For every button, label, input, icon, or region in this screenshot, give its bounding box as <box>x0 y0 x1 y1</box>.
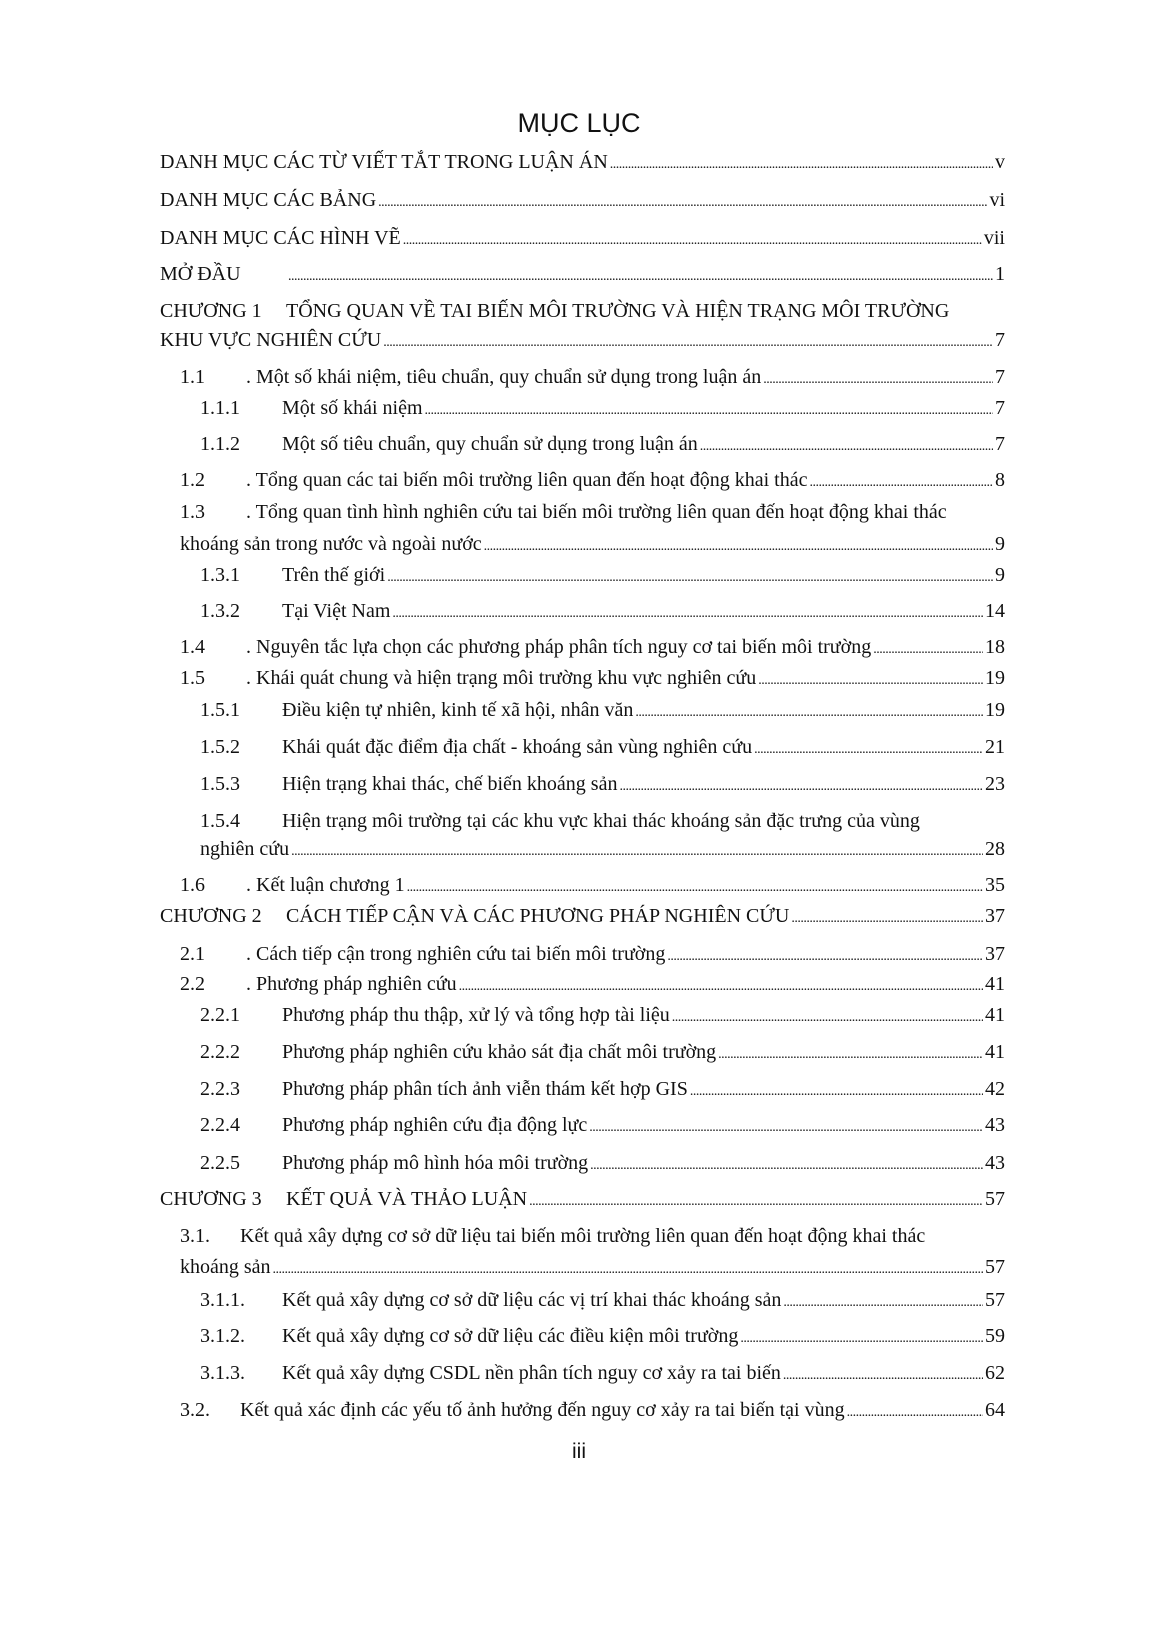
toc-entry-number: 2.1 <box>180 943 205 965</box>
toc-entry-number: 3.1.1. <box>200 1289 245 1311</box>
toc-entry[interactable] <box>200 696 1005 724</box>
toc-entry-text-cont: khoáng sản trong nước và ngoài nước <box>180 533 482 555</box>
toc-entry-page: 9 <box>995 533 1005 555</box>
leader-dots <box>619 770 983 801</box>
toc-entry[interactable] <box>200 430 1005 458</box>
leader-dots <box>529 1185 983 1216</box>
toc-entry[interactable] <box>200 394 1005 422</box>
toc-entry[interactable] <box>200 1149 1005 1177</box>
toc-entry-number: 2.2.2 <box>200 1041 240 1063</box>
toc-entry[interactable] <box>160 224 1005 252</box>
leader-dots <box>407 871 983 902</box>
toc-entry[interactable] <box>200 1075 1005 1103</box>
toc-entry[interactable] <box>180 466 1005 494</box>
toc-entry-page: 8 <box>995 469 1005 491</box>
toc-entry-number: 1.5.1 <box>200 699 240 721</box>
toc-entry-number: 2.2.3 <box>200 1078 240 1100</box>
toc-entry-page: 28 <box>985 838 1005 860</box>
toc-entry-page: 7 <box>995 366 1005 388</box>
toc-entry-continuation[interactable] <box>180 530 1005 558</box>
toc-entry-text: Phương pháp mô hình hóa môi trường <box>282 1152 589 1174</box>
leader-dots <box>610 148 993 179</box>
toc-entry-text: Trên thế giới <box>282 564 386 586</box>
toc-entry-number: 1.5.4 <box>200 810 240 832</box>
toc-entry-text: Kết quả xác định các yếu tố ảnh hưởng đến nguy cơ xảy ra tai biến tại vùng <box>240 1399 845 1421</box>
toc-entry-number: 3.1.3. <box>200 1362 245 1384</box>
toc-entry[interactable] <box>200 1322 1005 1350</box>
toc-entry-number: 2.2.1 <box>200 1004 240 1026</box>
toc-entry-page: 1 <box>995 263 1005 285</box>
toc-entry-number: 1.3.1 <box>200 564 240 586</box>
toc-entry-text: Một số khái niệm <box>282 397 423 419</box>
leader-dots <box>763 363 993 394</box>
toc-entry[interactable] <box>160 148 1005 176</box>
toc-entry-text: Phương pháp nghiên cứu địa động lực <box>282 1114 588 1136</box>
toc-entry-page: 21 <box>985 736 1005 758</box>
leader-dots <box>690 1075 983 1106</box>
leader-dots <box>809 466 993 497</box>
toc-entry-text: . Phương pháp nghiên cứu <box>246 973 457 995</box>
toc-entry-text: Hiện trạng khai thác, chế biến khoáng sản <box>282 773 618 795</box>
toc-entry-text: . Nguyên tắc lựa chọn các phương pháp phân tích nguy cơ tai biến môi trường <box>246 636 872 658</box>
toc-entry-number: 1.1 <box>180 366 205 388</box>
leader-dots <box>590 1149 983 1180</box>
leader-dots <box>873 633 983 664</box>
toc-chapter-entry[interactable] <box>160 1185 1005 1213</box>
toc-entry[interactable] <box>160 260 1005 288</box>
toc-entry[interactable] <box>180 498 1005 526</box>
toc-entry-page: 42 <box>985 1078 1005 1100</box>
page-title: MỤC LỤC <box>517 108 641 138</box>
leader-dots <box>273 1253 983 1284</box>
toc-entry[interactable] <box>200 733 1005 761</box>
leader-dots <box>589 1111 983 1142</box>
leader-dots <box>288 260 993 291</box>
toc-entry[interactable] <box>180 363 1005 391</box>
toc-entry-text: Điều kiện tự nhiên, kinh tế xã hội, nhân văn <box>282 699 634 721</box>
leader-dots <box>783 1359 983 1390</box>
toc-entry[interactable] <box>200 1038 1005 1066</box>
leader-dots <box>378 186 987 217</box>
toc-chapter-entry[interactable] <box>160 902 1005 930</box>
toc-entry-page: 9 <box>995 564 1005 586</box>
toc-entry-number: 1.3.2 <box>200 600 240 622</box>
toc-entry-number: CHƯƠNG 3 <box>160 1188 262 1210</box>
toc-entry[interactable] <box>180 871 1005 899</box>
toc-entry-page: 14 <box>985 600 1005 622</box>
toc-entry-page: 7 <box>995 329 1005 351</box>
toc-chapter-entry[interactable] <box>160 297 1005 325</box>
leader-dots <box>754 733 983 764</box>
toc-entry-number: 1.3 <box>180 501 205 523</box>
leader-dots <box>425 394 993 425</box>
toc-entry[interactable] <box>200 561 1005 589</box>
toc-entry-page: 57 <box>985 1256 1005 1278</box>
leader-dots <box>392 597 983 628</box>
toc-entry-page: 59 <box>985 1325 1005 1347</box>
toc-entry-page: 37 <box>985 905 1005 927</box>
toc-entry-continuation[interactable] <box>180 1253 1005 1281</box>
toc-entry-number: 1.5 <box>180 667 205 689</box>
leader-dots <box>791 902 983 933</box>
leader-dots <box>383 326 993 357</box>
leader-dots <box>403 224 982 255</box>
toc-entry-text: . Tổng quan các tai biến môi trường liên quan đến hoạt động khai thác <box>246 469 808 491</box>
toc-entry-number: 2.2.5 <box>200 1152 240 1174</box>
toc-entry-text: Khái quát đặc điểm địa chất - khoáng sản vùng nghiên cứu <box>282 736 753 758</box>
toc-entry-number: 1.5.3 <box>200 773 240 795</box>
toc-entry[interactable] <box>180 664 1005 692</box>
toc-entry[interactable] <box>200 1001 1005 1029</box>
toc-entry-page: 41 <box>985 1041 1005 1063</box>
toc-entry[interactable] <box>200 1359 1005 1387</box>
leader-dots <box>758 664 983 695</box>
toc-entry[interactable] <box>200 770 1005 798</box>
toc-entry-page: vi <box>989 189 1005 211</box>
toc-entry-page: 37 <box>985 943 1005 965</box>
toc-entry-page: 43 <box>985 1152 1005 1174</box>
leader-dots <box>459 970 983 1001</box>
toc-entry-page: 41 <box>985 1004 1005 1026</box>
toc-entry-continuation[interactable] <box>200 835 1005 863</box>
toc-entry[interactable] <box>180 633 1005 661</box>
toc-entry-text: DANH MỤC CÁC TỪ VIẾT TẮT TRONG LUẬN ÁN <box>160 151 608 173</box>
toc-entry-page: 18 <box>985 636 1005 658</box>
toc-entry-number: 1.5.2 <box>200 736 240 758</box>
page-number: iii <box>572 1440 586 1463</box>
toc-entry[interactable] <box>200 597 1005 625</box>
toc-entry-page: 23 <box>985 773 1005 795</box>
toc-entry-page: 19 <box>985 667 1005 689</box>
toc-entry-text: Kết quả xây dựng cơ sở dữ liệu các vị trí khai thác khoáng sản <box>282 1289 782 1311</box>
leader-dots <box>718 1038 983 1069</box>
leader-dots <box>847 1396 983 1427</box>
toc-entry-text: . Kết luận chương 1 <box>246 874 405 896</box>
leader-dots <box>387 561 993 592</box>
toc-entry-text: CÁCH TIẾP CẬN VÀ CÁC PHƯƠNG PHÁP NGHIÊN CỨU <box>286 905 790 927</box>
toc-entry-number: 1.6 <box>180 874 205 896</box>
toc-entry-number: 3.2. <box>180 1399 210 1421</box>
toc-entry-text: . Khái quát chung và hiện trạng môi trường khu vực nghiên cứu <box>246 667 757 689</box>
toc-entry-page: v <box>995 151 1005 173</box>
toc-entry-text: Một số tiêu chuẩn, quy chuẩn sử dụng trong luận án <box>282 433 698 455</box>
toc-entry-page: 64 <box>985 1399 1005 1421</box>
toc-entry-page: 57 <box>985 1188 1005 1210</box>
toc-entry-text: Phương pháp nghiên cứu khảo sát địa chất môi trường <box>282 1041 717 1063</box>
toc-entry-page: 19 <box>985 699 1005 721</box>
toc-entry-text: TỔNG QUAN VỀ TAI BIẾN MÔI TRƯỜNG VÀ HIỆN TRẠNG MÔI TRƯỜNG <box>286 300 950 322</box>
toc-entry-text: Kết quả xây dựng cơ sở dữ liệu tai biến môi trường liên quan đến hoạt động khai thác <box>240 1225 926 1247</box>
toc-entry-number: 3.1.2. <box>200 1325 245 1347</box>
toc-entry-page: 57 <box>985 1289 1005 1311</box>
leader-dots <box>291 835 983 866</box>
toc-entry-number: 3.1. <box>180 1225 210 1247</box>
toc-entry-text-cont: KHU VỰC NGHIÊN CỨU <box>160 329 382 351</box>
toc-entry-text-cont: khoáng sản <box>180 1256 271 1278</box>
toc-entry-text: Tại Việt Nam <box>282 600 391 622</box>
toc-entry[interactable] <box>200 1111 1005 1139</box>
toc-entry-number: MỞ ĐẦU <box>160 263 241 285</box>
toc-entry-text-cont: nghiên cứu <box>200 838 290 860</box>
toc-entry[interactable] <box>180 1396 1005 1424</box>
toc-entry-page: 35 <box>985 874 1005 896</box>
leader-dots <box>484 530 993 561</box>
toc-entry-number: 2.2.4 <box>200 1114 240 1136</box>
toc-entry[interactable] <box>200 807 1005 835</box>
toc-entry-text: . Cách tiếp cận trong nghiên cứu tai biến môi trường <box>246 943 666 965</box>
leader-dots <box>672 1001 983 1032</box>
toc-entry-number: 1.2 <box>180 469 205 491</box>
toc-entry[interactable] <box>200 1286 1005 1314</box>
toc-entry-number: 2.2 <box>180 973 205 995</box>
leader-dots <box>635 696 983 727</box>
toc-entry-continuation[interactable] <box>160 326 1005 354</box>
toc-entry-page: 41 <box>985 973 1005 995</box>
toc-entry-text: DANH MỤC CÁC HÌNH VẼ <box>160 227 401 249</box>
toc-entry-text: Kết quả xây dựng cơ sở dữ liệu các điều kiện môi trường <box>282 1325 739 1347</box>
toc-entry-page: vii <box>983 227 1005 249</box>
toc-entry-number: 1.1.2 <box>200 433 240 455</box>
leader-dots <box>783 1286 983 1317</box>
leader-dots <box>740 1322 983 1353</box>
toc-entry-text: Kết quả xây dựng CSDL nền phân tích nguy cơ xảy ra tai biến <box>282 1362 781 1384</box>
leader-dots <box>667 940 983 971</box>
toc-entry-page: 62 <box>985 1362 1005 1384</box>
toc-entry-text: KẾT QUẢ VÀ THẢO LUẬN <box>286 1188 528 1210</box>
toc-entry-page: 7 <box>995 433 1005 455</box>
toc-entry-text: DANH MỤC CÁC BẢNG <box>160 189 377 211</box>
toc-entry-number: CHƯƠNG 2 <box>160 905 262 927</box>
toc-entry-number: CHƯƠNG 1 <box>160 300 262 322</box>
toc-entry[interactable] <box>160 186 1005 214</box>
toc-entry[interactable] <box>180 1222 1005 1250</box>
toc-entry-text: . Tổng quan tình hình nghiên cứu tai biến môi trường liên quan đến hoạt động khai thác <box>246 501 947 523</box>
toc-entry-page: 7 <box>995 397 1005 419</box>
toc-entry[interactable] <box>180 940 1005 968</box>
toc-entry-text: Hiện trạng môi trường tại các khu vực khai thác khoáng sản đặc trưng của vùng <box>282 810 920 832</box>
toc-entry[interactable] <box>180 970 1005 998</box>
toc-entry-page: 43 <box>985 1114 1005 1136</box>
toc-entry-text: Phương pháp thu thập, xử lý và tổng hợp tài liệu <box>282 1004 670 1026</box>
leader-dots <box>700 430 993 461</box>
toc-entry-text: Phương pháp phân tích ảnh viễn thám kết hợp GIS <box>282 1078 688 1100</box>
toc-entry-text: . Một số khái niệm, tiêu chuẩn, quy chuẩn sử dụng trong luận án <box>246 366 762 388</box>
toc-entry-number: 1.4 <box>180 636 205 658</box>
toc-entry-number: 1.1.1 <box>200 397 240 419</box>
